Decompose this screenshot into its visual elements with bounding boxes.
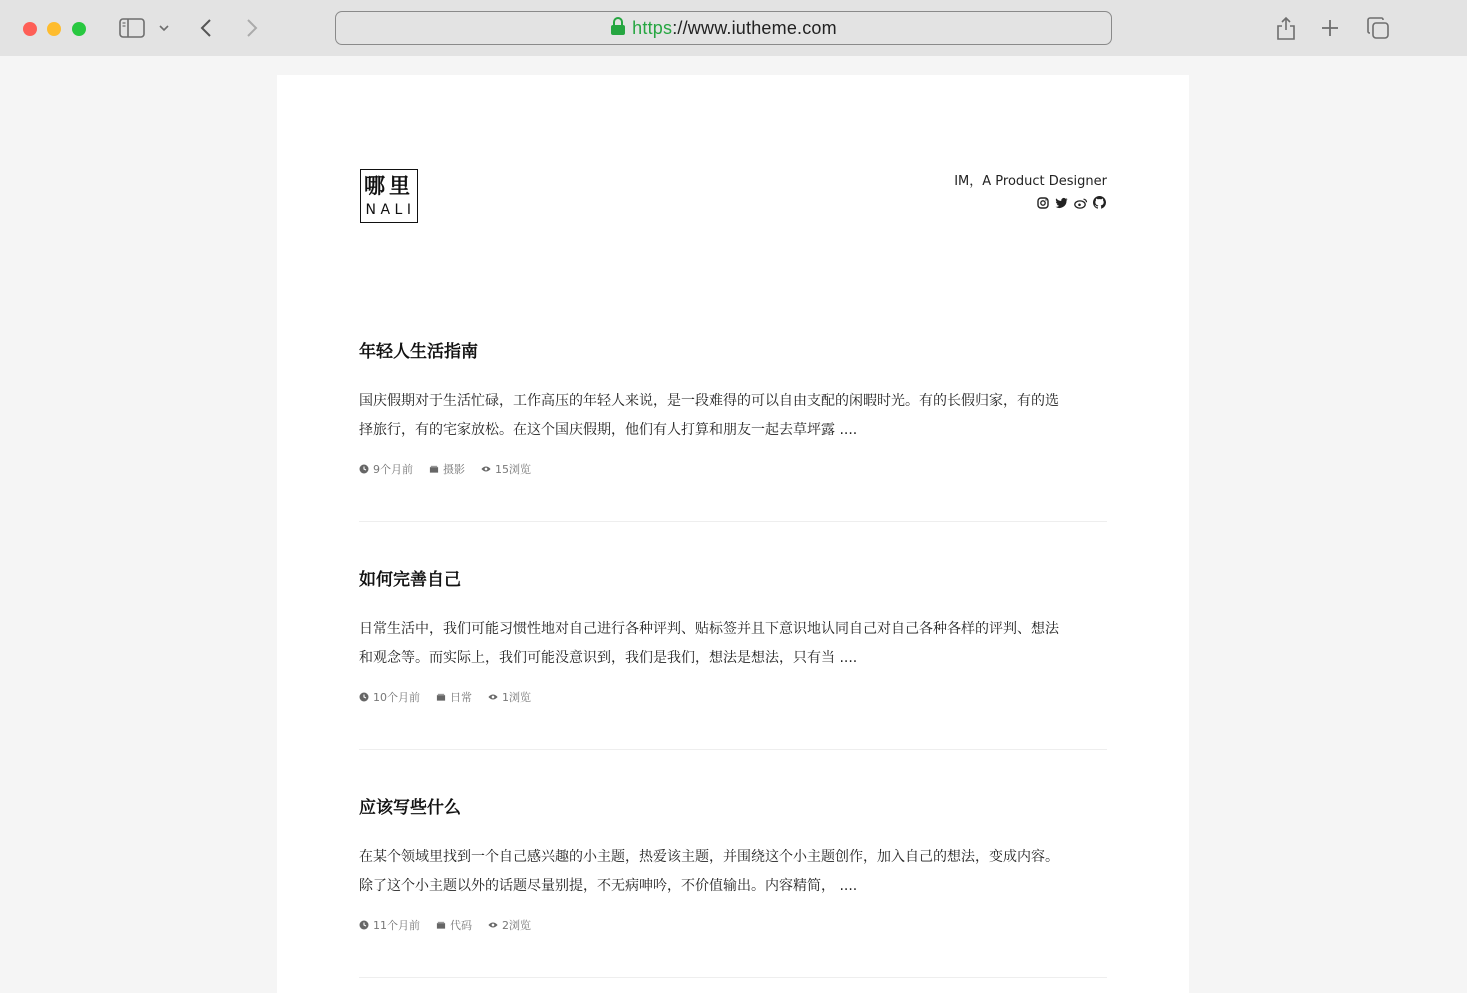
tab-overview-icon[interactable]	[1366, 14, 1390, 42]
blog-page	[277, 75, 1189, 993]
zoom-window-button[interactable]	[72, 22, 86, 36]
site-tagline: IM，A Product Designer	[954, 174, 1107, 189]
twitter-icon[interactable]	[1054, 195, 1069, 210]
post-time	[359, 689, 420, 705]
post-title[interactable]: 如何完善自己	[359, 570, 461, 590]
post-meta	[359, 917, 1107, 933]
logo-chinese-text: 哪里	[364, 174, 414, 198]
minimize-window-button[interactable]	[47, 22, 61, 36]
url-scheme: https	[632, 17, 673, 38]
post-views	[488, 917, 531, 933]
github-icon[interactable]	[1092, 195, 1107, 210]
post-meta	[359, 689, 1107, 705]
instagram-icon[interactable]	[1035, 195, 1050, 210]
post-excerpt	[359, 843, 1107, 901]
post-excerpt-line: 择旅行，有的宅家放松。在这个国庆假期，他们有人打算和朋友一起去草坪露 ....	[359, 422, 858, 438]
post-time-text: 10个月前	[373, 691, 420, 704]
post-category[interactable]	[436, 917, 472, 933]
address-bar[interactable]	[335, 11, 1112, 45]
social-links	[1035, 195, 1107, 210]
close-window-button[interactable]	[23, 22, 37, 36]
site-logo[interactable]	[360, 169, 418, 223]
post-time	[359, 461, 413, 477]
forward-icon[interactable]	[242, 14, 262, 42]
clock-icon	[359, 692, 369, 702]
post-time	[359, 917, 420, 933]
post-item	[359, 340, 1107, 477]
post-divider	[359, 521, 1107, 522]
post-time-text: 9个月前	[373, 463, 413, 476]
post-category-text: 日常	[450, 691, 472, 704]
post-meta	[359, 461, 1107, 477]
post-excerpt	[359, 387, 1107, 445]
browser-toolbar	[0, 0, 1467, 56]
post-views	[481, 461, 531, 477]
clock-icon	[359, 920, 369, 930]
post-excerpt-line: 在某个领域里找到一个自己感兴趣的小主题，热爱该主题，并围绕这个小主题创作，加入自己的想法，变成内容。	[359, 849, 1059, 865]
post-excerpt-line: 日常生活中，我们可能习惯性地对自己进行各种评判、贴标签并且下意识地认同自己对自己各种各样的评判、想法	[359, 621, 1059, 637]
post-divider	[359, 749, 1107, 750]
post-excerpt-line: 除了这个小主题以外的话题尽量别提，不无病呻吟，不价值输出。内容精简， ....	[359, 878, 858, 894]
post-item	[359, 568, 1107, 705]
logo-english-text: NALI	[365, 202, 416, 218]
chevron-down-icon[interactable]	[157, 14, 171, 42]
post-excerpt-line: 和观念等。而实际上，我们可能没意识到，我们是我们，想法是想法，只有当 ....	[359, 650, 858, 666]
url-text	[632, 18, 837, 39]
eye-icon	[481, 464, 491, 474]
back-icon[interactable]	[196, 14, 216, 42]
eye-icon	[488, 692, 498, 702]
share-icon[interactable]	[1274, 14, 1298, 42]
post-views-text: 15浏览	[495, 463, 531, 476]
post-category[interactable]	[436, 689, 472, 705]
post-item	[359, 796, 1107, 933]
post-views-text: 1浏览	[502, 691, 531, 704]
clock-icon	[359, 464, 369, 474]
category-icon	[429, 464, 439, 474]
post-title[interactable]: 年轻人生活指南	[359, 342, 478, 362]
eye-icon	[488, 920, 498, 930]
post-title[interactable]: 应该写些什么	[359, 798, 461, 818]
weibo-icon[interactable]	[1073, 195, 1088, 210]
category-icon	[436, 692, 446, 702]
post-category-text: 摄影	[443, 463, 465, 476]
lock-icon	[610, 16, 626, 40]
category-icon	[436, 920, 446, 930]
post-category[interactable]	[429, 461, 465, 477]
post-category-text: 代码	[450, 919, 472, 932]
post-divider	[359, 977, 1107, 978]
sidebar-toggle-icon[interactable]	[118, 14, 146, 42]
post-excerpt-line: 国庆假期对于生活忙碌，工作高压的年轻人来说，是一段难得的可以自由支配的闲暇时光。有的长假归家，有的选	[359, 393, 1059, 409]
post-excerpt	[359, 615, 1107, 673]
new-tab-icon[interactable]	[1319, 14, 1341, 42]
post-time-text: 11个月前	[373, 919, 420, 932]
url-host: ://www.iutheme.com	[672, 17, 837, 38]
post-views-text: 2浏览	[502, 919, 531, 932]
post-views	[488, 689, 531, 705]
